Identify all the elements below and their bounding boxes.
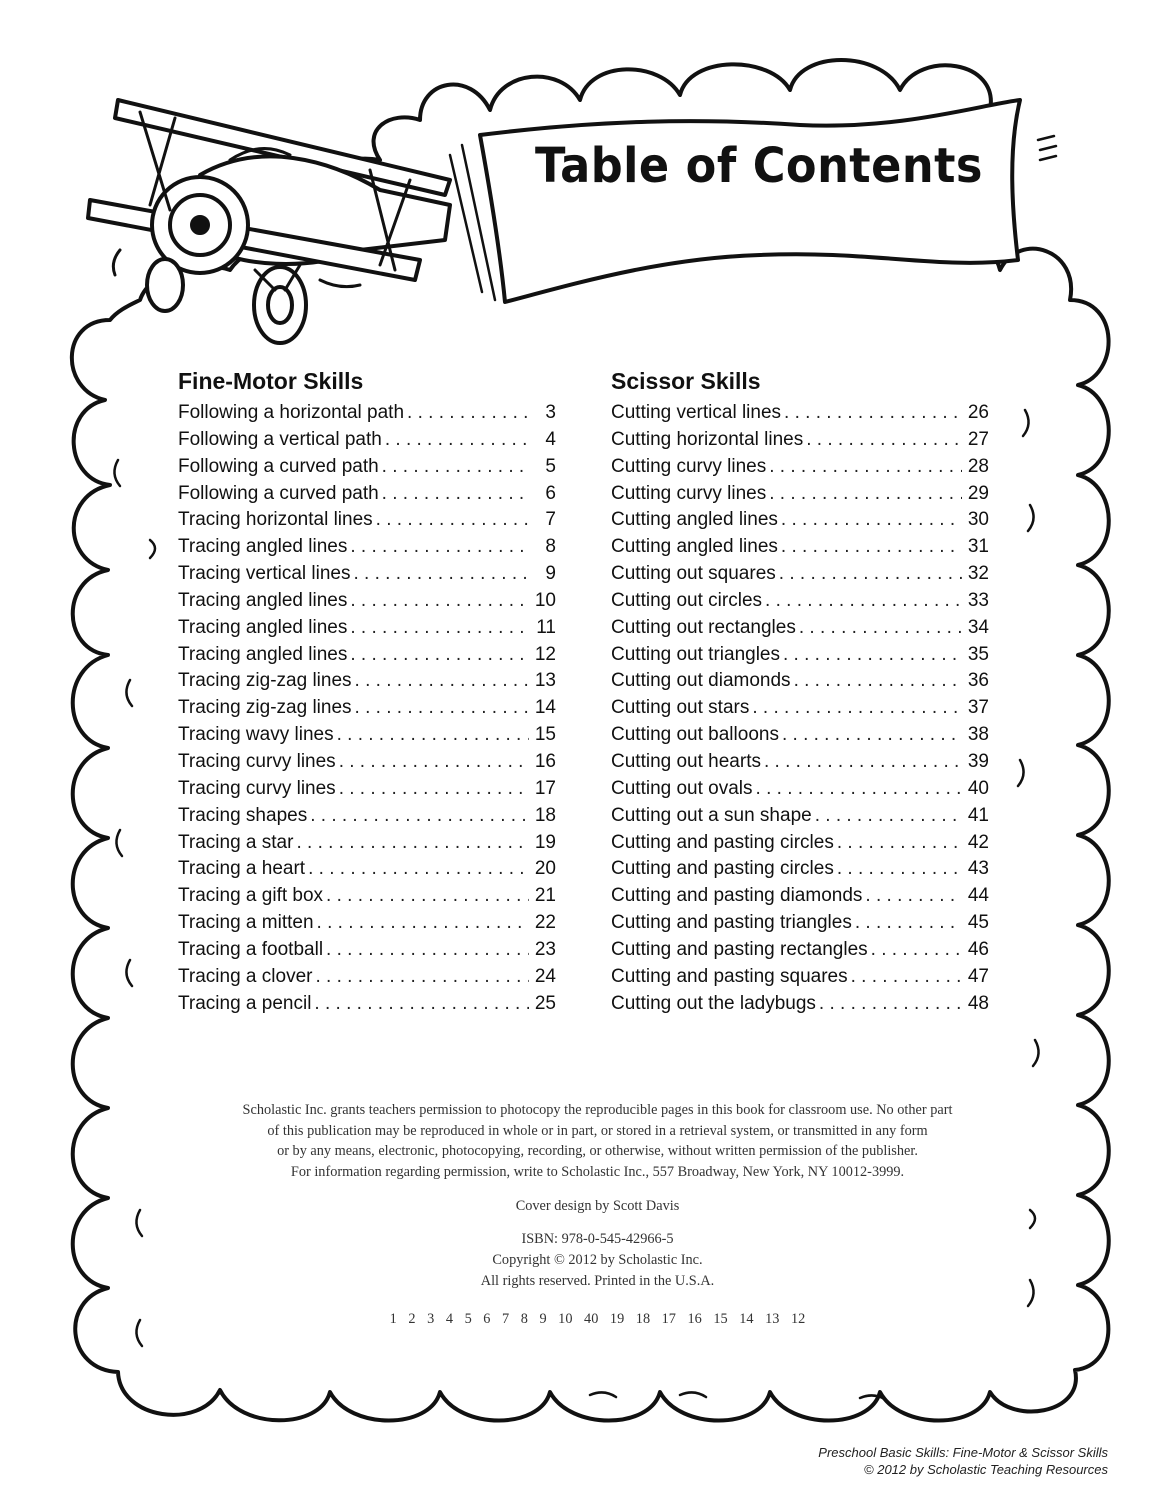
toc-entry: [178, 856, 556, 883]
toc-entry-title: Tracing angled lines: [178, 643, 348, 665]
dot-leader: [784, 400, 962, 427]
toc-entry-title: Following a curved path: [178, 482, 379, 504]
toc-entry-title: Cutting and pasting circles: [611, 831, 834, 853]
dot-leader: [769, 454, 962, 481]
toc-entry-page: 18: [534, 804, 556, 826]
toc-entry-page: 36: [967, 670, 989, 692]
legal-line: For information regarding permission, write to Scholastic Inc., 557 Broadway, New York, NY 10012-3999.: [290, 1163, 905, 1180]
toc-entry: [178, 561, 556, 588]
dot-leader: [385, 427, 529, 454]
toc-entry-title: Cutting horizontal lines: [611, 428, 804, 450]
toc-entry-title: Cutting out circles: [611, 589, 763, 611]
toc-entry: [611, 830, 989, 857]
toc-entry-title: Tracing zig-zag lines: [178, 670, 352, 692]
toc-entry: [178, 668, 556, 695]
toc-entry-title: Cutting out rectangles: [611, 616, 796, 638]
toc-entry: [611, 507, 989, 534]
dot-leader: [783, 642, 962, 669]
dot-leader: [781, 507, 962, 534]
toc-entry-title: Tracing vertical lines: [178, 563, 351, 585]
dot-leader: [794, 668, 962, 695]
toc-entry: [611, 776, 989, 803]
print-line: 1 2 3 4 5 6 7 8 9 10 40 19 18 17 16 15 14 13 12: [389, 1311, 806, 1327]
toc-entry: [611, 427, 989, 454]
toc-entry-page: 8: [545, 536, 556, 558]
toc-entry: [178, 481, 556, 508]
toc-entry: [178, 534, 556, 561]
toc-entry-title: Tracing a mitten: [178, 912, 314, 934]
scissor-heading: Scissor Skills: [611, 368, 761, 394]
toc-entry-title: Cutting curvy lines: [611, 455, 767, 477]
toc-entry-page: 39: [967, 750, 989, 772]
toc-entry: [178, 964, 556, 991]
toc-entry-page: 37: [967, 697, 989, 719]
toc-entry-page: 24: [534, 965, 556, 987]
toc-entry-page: 13: [534, 670, 556, 692]
toc-entry: [178, 722, 556, 749]
toc-entry-page: 15: [534, 724, 556, 746]
rights: All rights reserved. Printed in the U.S.A.: [480, 1273, 715, 1289]
dot-leader: [837, 856, 962, 883]
isbn: ISBN: 978-0-545-42966-5: [521, 1231, 674, 1247]
toc-entry-title: Following a vertical path: [178, 428, 382, 450]
toc-entry-title: Tracing wavy lines: [178, 724, 334, 746]
dot-leader: [310, 803, 529, 830]
toc-entry-page: 16: [534, 750, 556, 772]
toc-entry-title: Tracing curvy lines: [178, 777, 336, 799]
toc-entry-page: 38: [967, 724, 989, 746]
toc-entry: [611, 991, 989, 1018]
toc-entry: [611, 588, 989, 615]
toc-entry-page: 5: [545, 455, 556, 477]
toc-entry-page: 21: [534, 885, 556, 907]
toc-entry: [611, 910, 989, 937]
dot-leader: [337, 722, 529, 749]
dot-leader: [865, 883, 962, 910]
dot-leader: [779, 561, 962, 588]
toc-entry-page: 7: [545, 509, 556, 531]
fine-motor-heading: Fine-Motor Skills: [178, 368, 364, 394]
dot-leader: [326, 883, 529, 910]
toc-entry-page: 4: [545, 428, 556, 450]
dot-leader: [339, 776, 529, 803]
toc-entry-title: Cutting out diamonds: [611, 670, 791, 692]
toc-entry-title: Cutting out the ladybugs: [611, 992, 816, 1014]
cover-credit: Cover design by Scott Davis: [515, 1198, 680, 1214]
dot-leader: [819, 991, 962, 1018]
toc-entry-page: 20: [534, 858, 556, 880]
toc-entry: [611, 722, 989, 749]
book-title: Preschool Basic Skills: Fine-Motor & Scissor Skills: [818, 1445, 1108, 1460]
toc-entry-page: 34: [967, 616, 989, 638]
dot-leader: [764, 749, 962, 776]
legal-line: of this publication may be reproduced in whole or in part, or stored in a retrieval system, or transmitted in any form: [267, 1122, 928, 1139]
toc-entry-page: 22: [534, 912, 556, 934]
legal-line: Scholastic Inc. grants teachers permission to photocopy the reproducible pages in this book for classroom use. No other part: [242, 1102, 953, 1118]
dot-leader: [350, 615, 529, 642]
toc-entry-page: 17: [534, 777, 556, 799]
toc-entry-title: Cutting out stars: [611, 697, 750, 719]
toc-entry-page: 40: [967, 777, 989, 799]
dot-leader: [781, 534, 962, 561]
toc-entry-title: Cutting vertical lines: [611, 402, 782, 423]
toc-entry-page: 30: [967, 509, 989, 531]
toc-entry: [178, 776, 556, 803]
dot-leader: [350, 534, 529, 561]
fine-motor-section: [178, 366, 556, 1017]
toc-entry: [611, 561, 989, 588]
dot-leader: [752, 695, 962, 722]
toc-entry: [611, 400, 989, 427]
toc-entry-title: Tracing a heart: [178, 858, 306, 880]
toc-entry-page: 41: [967, 804, 989, 826]
toc-entry: [611, 668, 989, 695]
toc-entry: [611, 454, 989, 481]
dot-leader: [355, 695, 529, 722]
toc-entry-title: Cutting out triangles: [611, 643, 780, 665]
toc-entry: [178, 588, 556, 615]
toc-entry-title: Following a horizontal path: [178, 402, 405, 423]
toc-entry: [178, 454, 556, 481]
toc-entry-page: 33: [967, 589, 989, 611]
toc-entry: [611, 695, 989, 722]
dot-leader: [350, 588, 529, 615]
toc-entry-title: Tracing zig-zag lines: [178, 697, 352, 719]
wheel-rear: [147, 259, 183, 311]
toc-entry-page: 31: [967, 536, 989, 558]
toc-entry-title: Cutting out balloons: [611, 724, 779, 746]
toc-entry-title: Tracing a clover: [178, 965, 313, 987]
scissor-list: [611, 400, 989, 1017]
toc-entry-page: 25: [534, 992, 556, 1014]
legal-line: or by any means, electronic, photocopying, recording, or otherwise, without written permission of the publisher.: [277, 1143, 918, 1159]
toc-entry: [178, 910, 556, 937]
toc-entry-page: 10: [534, 589, 556, 611]
toc-entry-page: 26: [967, 402, 989, 423]
toc-entry-page: 28: [967, 455, 989, 477]
scissor-section: [611, 366, 989, 1017]
toc-entry-page: 45: [967, 912, 989, 934]
toc-entry-page: 29: [967, 482, 989, 504]
toc-entry: [611, 642, 989, 669]
toc-entry-title: Cutting and pasting rectangles: [611, 938, 868, 960]
dot-leader: [326, 937, 529, 964]
dot-leader: [851, 964, 962, 991]
toc-entry-title: Tracing curvy lines: [178, 750, 336, 772]
toc-entry: [178, 937, 556, 964]
toc-entry-title: Cutting curvy lines: [611, 482, 767, 504]
dot-leader: [799, 615, 962, 642]
toc-entry: [611, 937, 989, 964]
dot-leader: [339, 749, 529, 776]
dot-leader: [756, 776, 962, 803]
toc-entry: [178, 400, 556, 427]
page-title: Table of Contents: [535, 138, 983, 194]
toc-entry-title: Tracing a football: [178, 938, 324, 960]
toc-entry-title: Cutting angled lines: [611, 509, 778, 531]
toc-entry: [178, 507, 556, 534]
toc-entry-page: 43: [967, 858, 989, 880]
toc-entry-title: Cutting and pasting diamonds: [611, 885, 863, 907]
toc-entry-page: 14: [534, 697, 556, 719]
toc-entry-page: 35: [967, 643, 989, 665]
dot-leader: [317, 910, 529, 937]
toc-entry-page: 48: [967, 992, 989, 1014]
dot-leader: [376, 507, 529, 534]
toc-entry: [178, 615, 556, 642]
toc-entry-title: Cutting out ovals: [611, 777, 753, 799]
dot-leader: [353, 561, 529, 588]
toc-entry: [611, 749, 989, 776]
toc-entry-title: Cutting out a sun shape: [611, 804, 812, 826]
toc-entry: [611, 481, 989, 508]
dot-leader: [769, 481, 962, 508]
toc-entry: [178, 642, 556, 669]
toc-entry-title: Cutting and pasting triangles: [611, 912, 852, 934]
toc-entry-title: Tracing a pencil: [178, 992, 312, 1014]
toc-entry-page: 46: [967, 938, 989, 960]
toc-entry-page: 23: [534, 938, 556, 960]
dot-leader: [407, 400, 529, 427]
toc-entry-title: Tracing angled lines: [178, 536, 348, 558]
toc-entry-title: Tracing a gift box: [178, 885, 324, 907]
dot-leader: [765, 588, 962, 615]
toc-entry: [611, 803, 989, 830]
toc-entry-page: 47: [967, 965, 989, 987]
toc-entry-page: 42: [967, 831, 989, 853]
toc-entry-title: Cutting out hearts: [611, 750, 761, 772]
toc-entry: [178, 883, 556, 910]
dot-leader: [815, 803, 962, 830]
toc-entry: [178, 830, 556, 857]
toc-entry-title: Cutting and pasting circles: [611, 858, 834, 880]
toc-entry-page: 19: [534, 831, 556, 853]
dot-leader: [308, 856, 529, 883]
toc-entry: [178, 695, 556, 722]
fine-motor-list: [178, 400, 556, 1017]
toc-entry-title: Tracing shapes: [178, 804, 308, 826]
toc-entry-page: 32: [967, 563, 989, 585]
dot-leader: [871, 937, 962, 964]
toc-entry-title: Following a curved path: [178, 455, 379, 477]
toc-entry: [611, 964, 989, 991]
toc-entry: [611, 856, 989, 883]
toc-entry-title: Cutting and pasting squares: [611, 965, 848, 987]
toc-entry: [178, 803, 556, 830]
dot-leader: [315, 964, 529, 991]
toc-entry: [611, 883, 989, 910]
toc-entry: [178, 749, 556, 776]
footer-copyright: © 2012 by Scholastic Teaching Resources: [864, 1462, 1108, 1477]
toc-entry: [611, 534, 989, 561]
copyright: Copyright © 2012 by Scholastic Inc.: [492, 1252, 703, 1268]
dot-leader: [350, 642, 529, 669]
toc-entry-page: 6: [545, 482, 556, 504]
publication-info: [150, 1229, 1045, 1292]
toc-entry: [611, 615, 989, 642]
toc-entry: [178, 991, 556, 1018]
dot-leader: [314, 991, 529, 1018]
toc-entry-title: Cutting out squares: [611, 563, 776, 585]
permission-notice: [150, 1100, 1045, 1182]
page-footer: [818, 1444, 1108, 1478]
toc-entry-page: 3: [545, 402, 556, 423]
dot-leader: [296, 830, 529, 857]
dot-leader: [806, 427, 962, 454]
toc-entry-page: 11: [536, 616, 556, 638]
dot-leader: [855, 910, 962, 937]
dot-leader: [355, 668, 529, 695]
dot-leader: [782, 722, 962, 749]
dot-leader: [382, 454, 529, 481]
toc-entry-page: 44: [967, 885, 989, 907]
toc-entry: [178, 427, 556, 454]
dot-leader: [382, 481, 529, 508]
toc-entry-title: Tracing angled lines: [178, 616, 348, 638]
toc-entry-page: 9: [545, 563, 556, 585]
toc-entry-page: 27: [967, 428, 989, 450]
toc-entry-title: Cutting angled lines: [611, 536, 778, 558]
toc-entry-title: Tracing a star: [178, 831, 294, 853]
toc-entry-title: Tracing horizontal lines: [178, 509, 373, 531]
toc-entry-title: Tracing angled lines: [178, 589, 348, 611]
dot-leader: [837, 830, 962, 857]
toc-entry-page: 12: [534, 643, 556, 665]
